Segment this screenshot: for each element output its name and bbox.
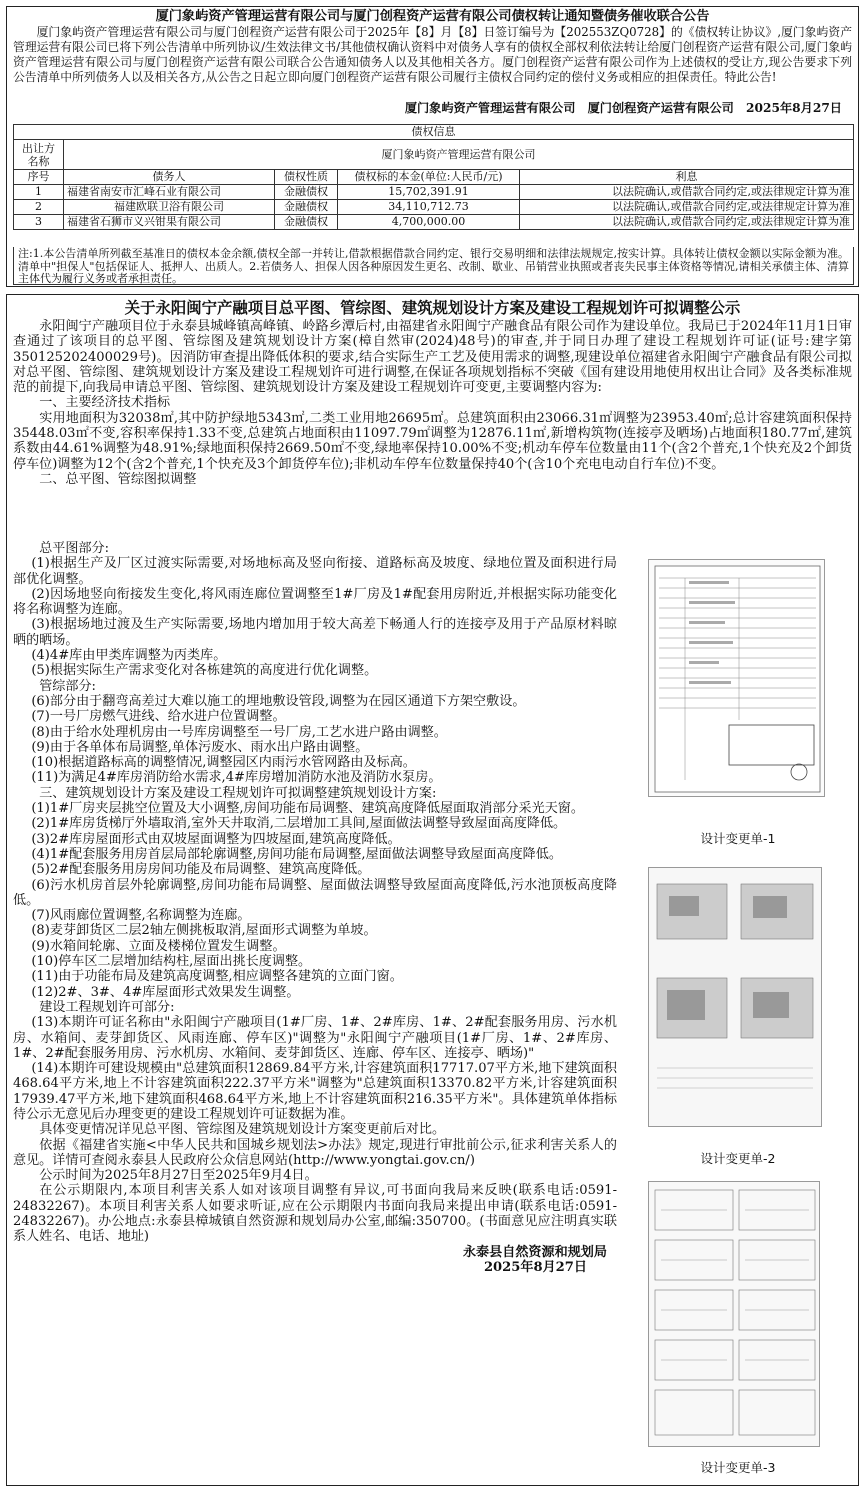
column-header: 债权性质 <box>275 170 338 185</box>
elevation-drawings-icon <box>649 1182 820 1447</box>
column-header: 序号 <box>14 170 64 185</box>
list-item: (2)1#库房货梯厅外墙取消,室外天井取消,二层增加工具间,屋面做法调整导致屋面高度降低。 <box>31 816 567 832</box>
site-plan-icon <box>649 868 822 1127</box>
change-form-2-image <box>648 867 822 1127</box>
list-item: (4)4#库由甲类库调整为丙类库。 <box>31 648 227 664</box>
list-item: (4)1#配套服务用房首层局部轮廓调整,房间功能布局调整,屋面做法调整导致屋面高度降低。 <box>31 846 562 862</box>
list-item: (10)停车区二层增加结构柱,屋面出挑长度调整。 <box>31 954 312 970</box>
debt-table <box>13 124 854 230</box>
cell-debtor: 福建欧联卫浴有限公司 <box>64 200 275 215</box>
list-item: (9)水箱间轮廓、立面及楼梯位置发生调整。 <box>31 938 286 954</box>
subsection-heading: 建设工程规划许可部分: <box>39 999 175 1015</box>
planning-adjustment-notice <box>6 294 859 1486</box>
subsection-heading: 总平图部分: <box>39 541 110 556</box>
table-section-header: 债权信息 <box>14 125 854 140</box>
cell-interest: 以法院确认,或借款合同约定,或法律规定计算为准 <box>520 200 854 215</box>
notice1-footnote: 注:1.本公告清单所列截至基准日的债权本金余额,债权全部一并转让,借款根据借款合同约定、银行交易明细和法律法规规定,按实计算。具体转让债权金额以实际金额为准。清单中"担保人"包括保证人、抵押人、出质人。2.若债务人、担保人因各种原因发生更名、改制、歇业、吊销营业执照或者丧失民事主体资格等情况,请相关承债主体、清算主体代为履行义务或者承担责任。 <box>13 247 854 285</box>
cell-nature: 金融债权 <box>275 185 338 200</box>
cell-principal: 34,110,712.73 <box>338 200 520 215</box>
list-item: (9)由于各单体布局调整,单体污废水、雨水出户路由调整。 <box>31 739 369 755</box>
list-item: (3)2#库房屋面形式由双坡屋面调整为四坡屋面,建筑高度降低。 <box>31 831 401 847</box>
notice1-signers: 厦门象屿资产管理运营有限公司 厦门创程资产运营有限公司 2025年8月27日 <box>404 101 842 115</box>
closing-paragraph: 依据《福建省实施<中华人民共和国城乡规划法>办法》规定,现进行审批前公示,征求利害关系人的意见。详情可查阅永泰县人民政府公众信息网站(http://www.yongtai.gov.cn/) <box>13 1137 617 1168</box>
table-row <box>14 215 854 230</box>
cell-nature: 金融债权 <box>275 200 338 215</box>
change-form-3-caption: 设计变更单-3 <box>700 1460 776 1475</box>
change-form-2-caption: 设计变更单-2 <box>700 1151 776 1166</box>
table-row <box>14 200 854 215</box>
cell-debtor: 福建省石狮市义兴钳果有限公司 <box>64 215 275 230</box>
notice2-title: 关于永阳闽宁产融项目总平图、管综图、建筑规划设计方案及建设工程规划许可拟调整公示 <box>124 299 741 317</box>
list-item: (6)污水机房首层外轮廓调整,房间功能布局调整、屋面做法调整导致屋面高度降低,污水池顶板高度降低。 <box>13 877 617 908</box>
issue-date: 2025年8月27日 <box>483 1259 587 1275</box>
list-item: (8)由于给水处理机房由一号库房调整至一号厂房,工艺水进户路由调整。 <box>31 724 447 740</box>
change-form-1-caption: 设计变更单-1 <box>700 831 776 846</box>
transferor-value: 厦门象屿资产管理运营有限公司 <box>64 140 854 170</box>
list-item: (7)风雨廊位置调整,名称调整为连廊。 <box>31 908 251 924</box>
section-heading: 二、总平图、管综图拟调整 <box>39 471 197 487</box>
cell-principal: 4,700,000.00 <box>338 215 520 230</box>
section-heading: 一、主要经济技术指标 <box>39 395 171 411</box>
list-item: (13)本期许可证名称由"永阳闽宁产融项目(1#厂房、1#、2#库房、1#、2#配套服务用房、污水机房、水箱间、麦芽卸货区、风雨连廊、停车区)"调整为"永阳闽宁产融项目(1#厂房、1#、2#库房、1#、2#配套服务用房、污水机房、水箱间、麦芽卸货区、连廊、停车区、连接亭、晒场)" <box>13 1015 617 1061</box>
table-header-row <box>14 170 854 185</box>
column-header: 债务人 <box>64 170 275 185</box>
cell-no: 1 <box>14 185 64 200</box>
list-item: (3)根据场地过渡及生产实际需要,场地内增加用于较大高差下畅通人行的连接亭及用于产品原材料晾晒的晒场。 <box>13 617 617 648</box>
document-form-icon <box>649 560 825 797</box>
notice2-intro <box>7 319 858 487</box>
change-form-1-image <box>648 559 825 797</box>
debt-transfer-notice <box>6 6 859 287</box>
closing-paragraph: 具体变更情况详见总平图、管综图及建筑规划设计方案变更前后对比。 <box>39 1122 446 1138</box>
notice2-main-column <box>13 541 617 1275</box>
change-form-3-image <box>648 1181 820 1447</box>
list-item: (1)根据生产及厂区过渡实际需要,对场地标高及竖向衔接、道路标高及坡度、绿地位置及面积进行局部优化调整。 <box>13 556 617 587</box>
cell-interest: 以法院确认,或借款合同约定,或法律规定计算为准 <box>520 185 854 200</box>
list-item: (2)因场地竖向衔接发生变化,将风雨连廊位置调整至1#厂房及1#配套用房附近,并根据实际功能变化将名称调整为连廊。 <box>13 586 617 618</box>
cell-principal: 15,702,391.91 <box>338 185 520 200</box>
table-row <box>14 185 854 200</box>
indicators-paragraph: 实用地面积为32038㎡,其中防护绿地5343㎡,二类工业用地26695㎡。总建筑面积由23066.31㎡调整为23953.40㎡;总计容建筑面积保持35448.03㎡不变,容积率保持1.33不变,总建筑占地面积由11097.79㎡调整为12876.11㎡,新增构筑物(连接亭及晒场)占地面积180.77㎡,建筑系数由44.61%调整为48.91%;绿地面积保持2669.50㎡不变,绿地率保持10.00%不变;机动车停车位数量由11个(含2个普充,1个快充及2个卸货停车位)调整为12个(含2个普充,1个快充及3个卸货停车位);非机动车停车位数量保持40个(含10个充电电动自行车位)不变。 <box>13 410 852 472</box>
cell-interest: 以法院确认,或借款合同约定,或法律规定计算为准 <box>520 215 854 230</box>
notice1-body: 厦门象屿资产管理运营有限公司与厦门创程资产运营有限公司于2025年【8】月【8】日签订编号为【202553ZQ0728】的《债权转让协议》,厦门象屿资产管理运营有限公司已将下列公告清单中所列协议/生效法律文书/其他债权确认资料中对债务人享有的债权全部权利依法转让给厦门创程资产运营有限公司,厦门象屿资产管理运营有限公司与厦门创程资产运营有限公司联合公告通知债务人以及其他相关各方。厦门创程资产运营有限公司作为上述债权的受让方,现公告要求下列公告清单中所列债务人以及相关各方,从公告之日起立即向厦门创程资产运营有限公司履行主债权合同约定的偿付义务或相应的担保责任。特此公告! <box>13 25 852 84</box>
list-item: (5)根据实际生产需求变化对各栋建筑的高度进行优化调整。 <box>31 663 378 679</box>
intro-paragraph: 永阳闽宁产融项目位于永泰县城峰镇高峰镇、岭路乡潭后村,由福建省永阳闽宁产融食品有限公司作为建设单位。我局已于2024年11月1日审查通过了该项目的总平图、管综图及建筑规划设计方案(樟自然审(2024)48号)的审查,并于同日办理了建设工程规划许可证(证号:建字第350125202400029号)。因消防审查提出降低体积的要求,结合实际生产工艺及使用需求的调整,现建设单位福建省永阳闽宁产融食品有限公司拟对总平图、管综图、建筑规划设计方案及建设工程规划许可进行调整,在保证各项规划指标不突破《国有建设用地使用权出让合同》及各类标准规范的前提下,向我局申请总平图、管综图、建筑规划设计方案及建设工程规划许可变更,主要调整内容为: <box>13 319 852 396</box>
list-item: (11)由于功能布局及建筑高度调整,相应调整各建筑的立面门窗。 <box>31 969 403 985</box>
closing-paragraph: 公示时间为2025年8月27日至2025年9月4日。 <box>39 1168 318 1184</box>
cell-nature: 金融债权 <box>275 215 338 230</box>
list-item: (8)麦芽卸货区二层2轴左侧挑板取消,屋面形式调整为单坡。 <box>31 923 377 939</box>
list-item: (1)1#厂房夹层挑空位置及大小调整,房间功能布局调整、建筑高度降低屋面取消部分采光天窗。 <box>31 801 584 817</box>
subsection-heading: 管综部分: <box>39 678 96 694</box>
list-item: (10)根据道路标高的调整情况,调整园区内雨污水管网路由及标高。 <box>31 755 416 771</box>
issuer-signature: 永泰县自然资源和规划局 <box>462 1244 607 1260</box>
list-item: (14)本期许可建设规模由"总建筑面积12869.84平方米,计容建筑面积17717.07平方米,地下建筑面积468.64平方米,地上不计容建筑面积222.37平方米"调整为"总建筑面积13370.82平方米,计容建筑面积17939.47平方米,地下建筑面积468.64平方米,地上不计容建筑面积216.35平方米"。具体建筑单体指标待公示无意见后办理变更的建设工程规划许可证数据为准。 <box>13 1061 617 1122</box>
column-header: 债权标的本金(单位:人民币/元) <box>338 170 520 185</box>
column-header: 利息 <box>520 170 854 185</box>
cell-no: 2 <box>14 200 64 215</box>
section-heading: 三、建筑规划设计方案及建设工程规划许可拟调整建筑规划设计方案: <box>39 785 437 801</box>
closing-paragraph: 在公示期限内,本项目利害关系人如对该项目调整有异议,可书面向我局来反映(联系电话:0591-24832267)。本项目利害关系人如要求听证,应在公示期限内书面向我局来提出申请(联系电话:0591-24832267)。办公地点:永泰县樟城镇自然资源和规划局办公室,邮编:350700。(书面意见应注明真实联系人姓名、电话、地址) <box>13 1183 617 1245</box>
list-item: (12)2#、3#、4#库屋面形式效果发生调整。 <box>31 984 300 1000</box>
list-item: (11)为满足4#库房消防给水需求,4#库房增加消防水池及消防水泵房。 <box>31 770 442 786</box>
list-item: (5)2#配套服务用房房间功能及布局调整、建筑高度降低。 <box>31 862 371 878</box>
list-item: (7)一号厂房燃气进线、给水进户位置调整。 <box>31 709 286 725</box>
transferor-label: 出让方名称 <box>14 140 64 170</box>
notice1-title: 厦门象屿资产管理运营有限公司与厦门创程资产运营有限公司债权转让通知暨债务催收联合公告 <box>155 9 710 24</box>
list-item: (6)部分由于翻弯高差过大难以施工的埋地敷设管段,调整为在园区通道下方架空敷设。 <box>31 693 526 709</box>
cell-debtor: 福建省南安市汇峰石业有限公司 <box>64 185 275 200</box>
cell-no: 3 <box>14 215 64 230</box>
